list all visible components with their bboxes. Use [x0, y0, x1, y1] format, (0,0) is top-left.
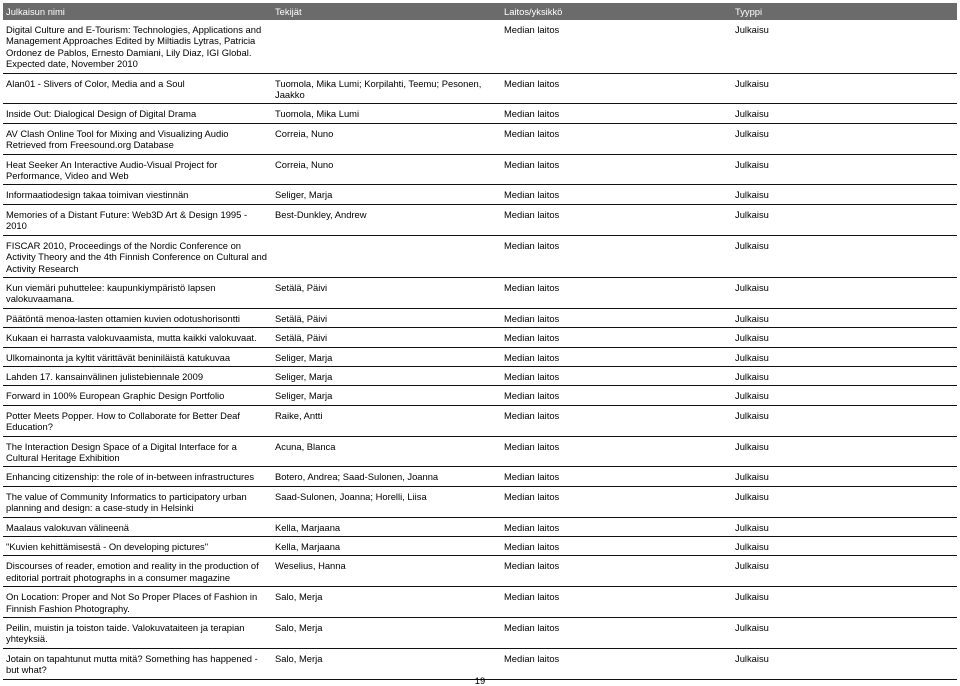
- cell-authors: Kella, Marjaana: [272, 537, 501, 556]
- table-row: [3, 277, 957, 308]
- cell-title: Peilin, muistin ja toiston taide. Valokuvataiteen ja terapian yhteyksiä.: [3, 618, 272, 649]
- table-row: [3, 405, 957, 436]
- cell-type: Julkaisu: [732, 20, 957, 73]
- cell-title: The Interaction Design Space of a Digital Interface for a Cultural Heritage Exhibition: [3, 436, 272, 467]
- cell-title: Inside Out: Dialogical Design of Digital Drama: [3, 104, 272, 123]
- cell-type: Julkaisu: [732, 235, 957, 277]
- column-header-title: Julkaisun nimi: [3, 3, 272, 20]
- table-row: [3, 185, 957, 204]
- cell-type: Julkaisu: [732, 308, 957, 327]
- table-row: [3, 366, 957, 385]
- cell-authors: [272, 20, 501, 73]
- cell-authors: Acuna, Blanca: [272, 436, 501, 467]
- cell-title: Lahden 17. kansainvälinen julistebiennale 2009: [3, 366, 272, 385]
- cell-type: Julkaisu: [732, 486, 957, 517]
- cell-unit: Median laitos: [501, 386, 732, 405]
- table-row: [3, 587, 957, 618]
- cell-title: Informaatiodesign takaa toimivan viestinnän: [3, 185, 272, 204]
- cell-authors: Best-Dunkley, Andrew: [272, 204, 501, 235]
- cell-type: Julkaisu: [732, 366, 957, 385]
- cell-authors: Saad-Sulonen, Joanna; Horelli, Liisa: [272, 486, 501, 517]
- cell-type: Julkaisu: [732, 386, 957, 405]
- cell-type: Julkaisu: [732, 123, 957, 154]
- cell-unit: Median laitos: [501, 556, 732, 587]
- cell-unit: Median laitos: [501, 185, 732, 204]
- cell-title: Potter Meets Popper. How to Collaborate for Better Deaf Education?: [3, 405, 272, 436]
- table-row: [3, 104, 957, 123]
- cell-unit: Median laitos: [501, 618, 732, 649]
- cell-title: On Location: Proper and Not So Proper Places of Fashion in Finnish Fashion Photography.: [3, 587, 272, 618]
- table-row: [3, 204, 957, 235]
- cell-type: Julkaisu: [732, 405, 957, 436]
- cell-unit: Median laitos: [501, 587, 732, 618]
- cell-type: Julkaisu: [732, 618, 957, 649]
- table-row: [3, 436, 957, 467]
- cell-authors: Salo, Merja: [272, 618, 501, 649]
- cell-title: Heat Seeker An Interactive Audio-Visual Project for Performance, Video and Web: [3, 154, 272, 185]
- column-header-type: Tyyppi: [732, 3, 957, 20]
- cell-type: Julkaisu: [732, 347, 957, 366]
- cell-type: Julkaisu: [732, 587, 957, 618]
- cell-authors: Botero, Andrea; Saad-Sulonen, Joanna: [272, 467, 501, 486]
- cell-unit: Median laitos: [501, 104, 732, 123]
- cell-title: Digital Culture and E-Tourism: Technologies, Applications and Management Approaches Edited by Miltiadis Lytras, Patricia Ordonez de Pablos, Ernesto Damiani, Lily Diaz, IGI Global. Expected date, November 2010: [3, 20, 272, 73]
- cell-title: Forward in 100% European Graphic Design Portfolio: [3, 386, 272, 405]
- cell-authors: Seliger, Marja: [272, 386, 501, 405]
- cell-type: Julkaisu: [732, 73, 957, 104]
- table-row: [3, 235, 957, 277]
- cell-type: Julkaisu: [732, 556, 957, 587]
- cell-type: Julkaisu: [732, 517, 957, 536]
- cell-title: Maalaus valokuvan välineenä: [3, 517, 272, 536]
- cell-unit: Median laitos: [501, 486, 732, 517]
- cell-authors: Correia, Nuno: [272, 123, 501, 154]
- cell-title: Päätöntä menoa-lasten ottamien kuvien odotushorisontti: [3, 308, 272, 327]
- cell-unit: Median laitos: [501, 204, 732, 235]
- cell-title: FISCAR 2010, Proceedings of the Nordic Conference on Activity Theory and the 4th Finnish Conference on Cultural and Activity Research: [3, 235, 272, 277]
- table-row: [3, 308, 957, 327]
- table-row: [3, 467, 957, 486]
- cell-unit: Median laitos: [501, 436, 732, 467]
- cell-unit: Median laitos: [501, 405, 732, 436]
- cell-unit: Median laitos: [501, 154, 732, 185]
- table-row: [3, 328, 957, 347]
- cell-authors: Kella, Marjaana: [272, 517, 501, 536]
- cell-title: Discourses of reader, emotion and reality in the production of editorial portrait photographs in a consumer magazine: [3, 556, 272, 587]
- table-row: [3, 537, 957, 556]
- cell-title: AV Clash Online Tool for Mixing and Visualizing Audio Retrieved from Freesound.org Database: [3, 123, 272, 154]
- cell-authors: Weselius, Hanna: [272, 556, 501, 587]
- table-body: [3, 20, 957, 679]
- cell-type: Julkaisu: [732, 436, 957, 467]
- cell-unit: Median laitos: [501, 123, 732, 154]
- cell-unit: Median laitos: [501, 277, 732, 308]
- table-row: [3, 154, 957, 185]
- cell-unit: Median laitos: [501, 347, 732, 366]
- table-row: [3, 123, 957, 154]
- cell-authors: Setälä, Päivi: [272, 308, 501, 327]
- cell-type: Julkaisu: [732, 185, 957, 204]
- publications-table: [3, 3, 957, 680]
- cell-title: Enhancing citizenship: the role of in-between infrastructures: [3, 467, 272, 486]
- table-row: [3, 347, 957, 366]
- cell-type: Julkaisu: [732, 328, 957, 347]
- cell-title: Kukaan ei harrasta valokuvaamista, mutta kaikki valokuvaat.: [3, 328, 272, 347]
- cell-type: Julkaisu: [732, 277, 957, 308]
- cell-authors: Tuomola, Mika Lumi: [272, 104, 501, 123]
- cell-unit: Median laitos: [501, 648, 732, 679]
- cell-title: Memories of a Distant Future: Web3D Art & Design 1995 - 2010: [3, 204, 272, 235]
- table-row: [3, 486, 957, 517]
- column-header-unit: Laitos/yksikkö: [501, 3, 732, 20]
- cell-authors: Seliger, Marja: [272, 366, 501, 385]
- cell-authors: Correia, Nuno: [272, 154, 501, 185]
- cell-unit: Median laitos: [501, 517, 732, 536]
- cell-type: Julkaisu: [732, 104, 957, 123]
- cell-authors: Tuomola, Mika Lumi; Korpilahti, Teemu; Pesonen, Jaakko: [272, 73, 501, 104]
- cell-unit: Median laitos: [501, 537, 732, 556]
- cell-authors: Salo, Merja: [272, 648, 501, 679]
- table-row: [3, 20, 957, 73]
- cell-unit: Median laitos: [501, 73, 732, 104]
- cell-title: Alan01 - Slivers of Color, Media and a Soul: [3, 73, 272, 104]
- cell-title: Ulkomainonta ja kyltit värittävät beniniläistä katukuvaa: [3, 347, 272, 366]
- table-row: [3, 517, 957, 536]
- column-header-authors: Tekijät: [272, 3, 501, 20]
- table-header-row: [3, 3, 957, 20]
- page-number: 19: [474, 675, 486, 686]
- cell-authors: Setälä, Päivi: [272, 277, 501, 308]
- table-row: [3, 386, 957, 405]
- cell-type: Julkaisu: [732, 204, 957, 235]
- cell-type: Julkaisu: [732, 648, 957, 679]
- cell-unit: Median laitos: [501, 20, 732, 73]
- cell-title: Kun viemäri puhuttelee: kaupunkiympäristö lapsen valokuvaamana.: [3, 277, 272, 308]
- cell-type: Julkaisu: [732, 154, 957, 185]
- table-row: [3, 73, 957, 104]
- cell-unit: Median laitos: [501, 328, 732, 347]
- cell-title: Jotain on tapahtunut mutta mitä? Something has happened - but what?: [3, 648, 272, 679]
- cell-authors: Salo, Merja: [272, 587, 501, 618]
- table-row: [3, 618, 957, 649]
- cell-authors: Seliger, Marja: [272, 185, 501, 204]
- cell-authors: Seliger, Marja: [272, 347, 501, 366]
- cell-type: Julkaisu: [732, 537, 957, 556]
- cell-title: The value of Community Informatics to participatory urban planning and design: a case-study in Helsinki: [3, 486, 272, 517]
- cell-type: Julkaisu: [732, 467, 957, 486]
- table-row: [3, 556, 957, 587]
- cell-authors: Raike, Antti: [272, 405, 501, 436]
- cell-unit: Median laitos: [501, 308, 732, 327]
- cell-unit: Median laitos: [501, 235, 732, 277]
- cell-authors: [272, 235, 501, 277]
- cell-title: "Kuvien kehittämisestä - On developing pictures": [3, 537, 272, 556]
- cell-unit: Median laitos: [501, 366, 732, 385]
- cell-authors: Setälä, Päivi: [272, 328, 501, 347]
- cell-unit: Median laitos: [501, 467, 732, 486]
